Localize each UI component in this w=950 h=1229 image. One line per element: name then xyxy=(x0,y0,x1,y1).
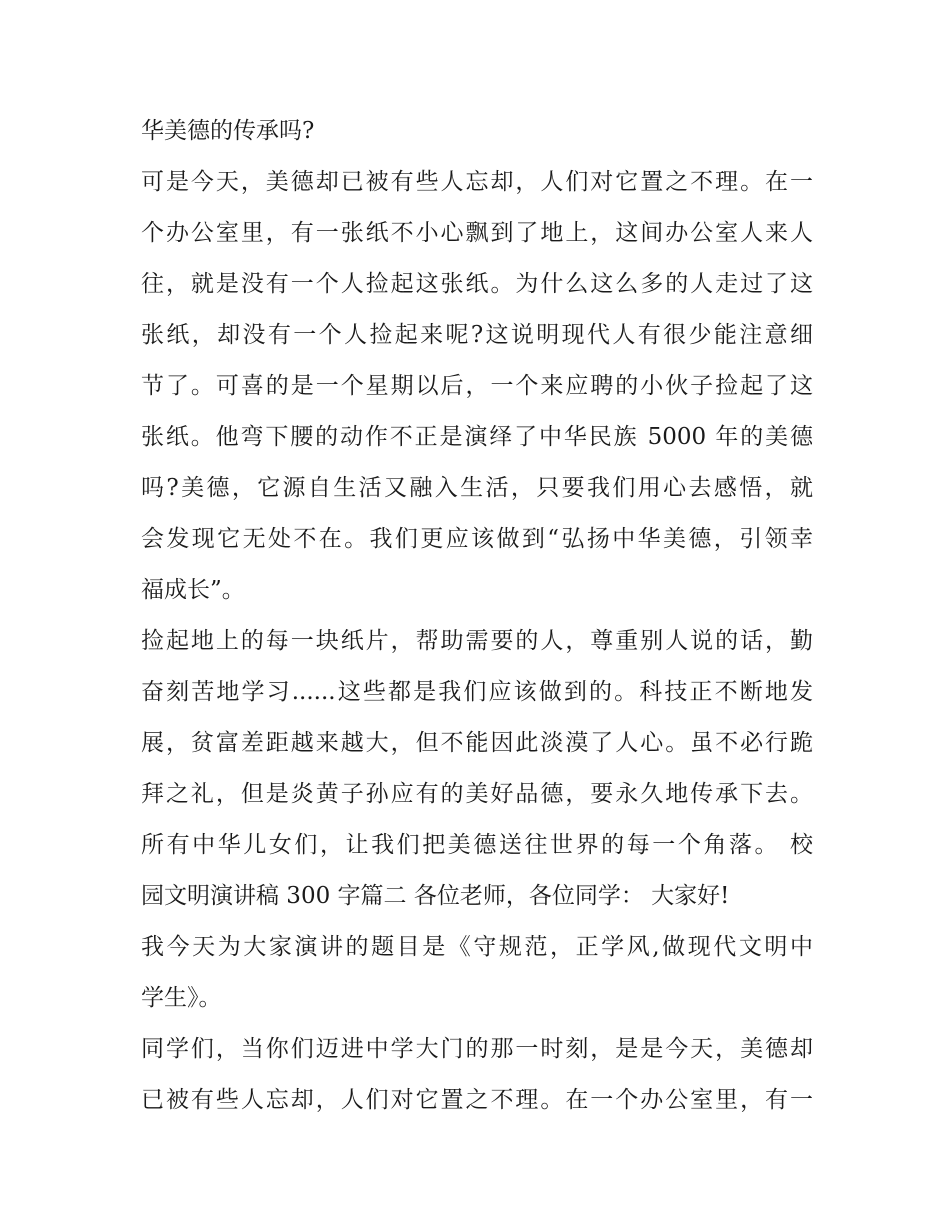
text-line: 捡起地上的每一块纸片，帮助需要的人，尊重别人说的话，勤 xyxy=(141,628,813,654)
text-line: 福成长”。 xyxy=(141,577,245,603)
text-line: 我今天为大家演讲的题目是《守规范，正学风,做现代文明中 xyxy=(141,934,813,960)
text-line: 同学们，当你们迈进中学大门的那一时刻，是是今天，美德却 xyxy=(141,1036,813,1062)
text-line: 展，贫富差距越来越大，但不能因此淡漠了人心。虽不必行跪 xyxy=(141,730,813,756)
text-line: 个办公室里，有一张纸不小心飘到了地上，这间办公室人来人 xyxy=(141,220,813,246)
text-line: 可是今天，美德却已被有些人忘却，人们对它置之不理。在一 xyxy=(141,169,813,195)
text-line: 节了。可喜的是一个星期以后，一个来应聘的小伙子捡起了这 xyxy=(141,373,813,399)
text-line: 往，就是没有一个人捡起这张纸。为什么这么多的人走过了这 xyxy=(141,271,813,297)
text-line: 张纸。他弯下腰的动作不正是演绎了中华民族 5000 年的美德 xyxy=(141,424,813,450)
text-line: 吗?美德，它源自生活又融入生活，只要我们用心去感悟，就 xyxy=(141,475,813,501)
text-line: 已被有些人忘却，人们对它置之不理。在一个办公室里，有一 xyxy=(141,1087,813,1113)
text-line: 拜之礼，但是炎黄子孙应有的美好品德，要永久地传承下去。 xyxy=(141,781,813,807)
text-line: 会发现它无处不在。我们更应该做到“弘扬中华美德，引领幸 xyxy=(141,526,813,552)
text-line: 所有中华儿女们，让我们把美德送往世界的每一个角落。 校 xyxy=(141,832,813,858)
text-line: 奋刻苦地学习......这些都是我们应该做到的。科技正不断地发 xyxy=(141,679,813,705)
document-body xyxy=(141,112,813,1132)
text-line: 园文明演讲稿 300 字篇二 各位老师，各位同学： 大家好! xyxy=(141,883,730,909)
text-line: 学生》。 xyxy=(141,985,222,1011)
text-line: 张纸，却没有一个人捡起来呢?这说明现代人有很少能注意细 xyxy=(141,322,813,348)
text-line: 华美德的传承吗? xyxy=(141,118,315,144)
